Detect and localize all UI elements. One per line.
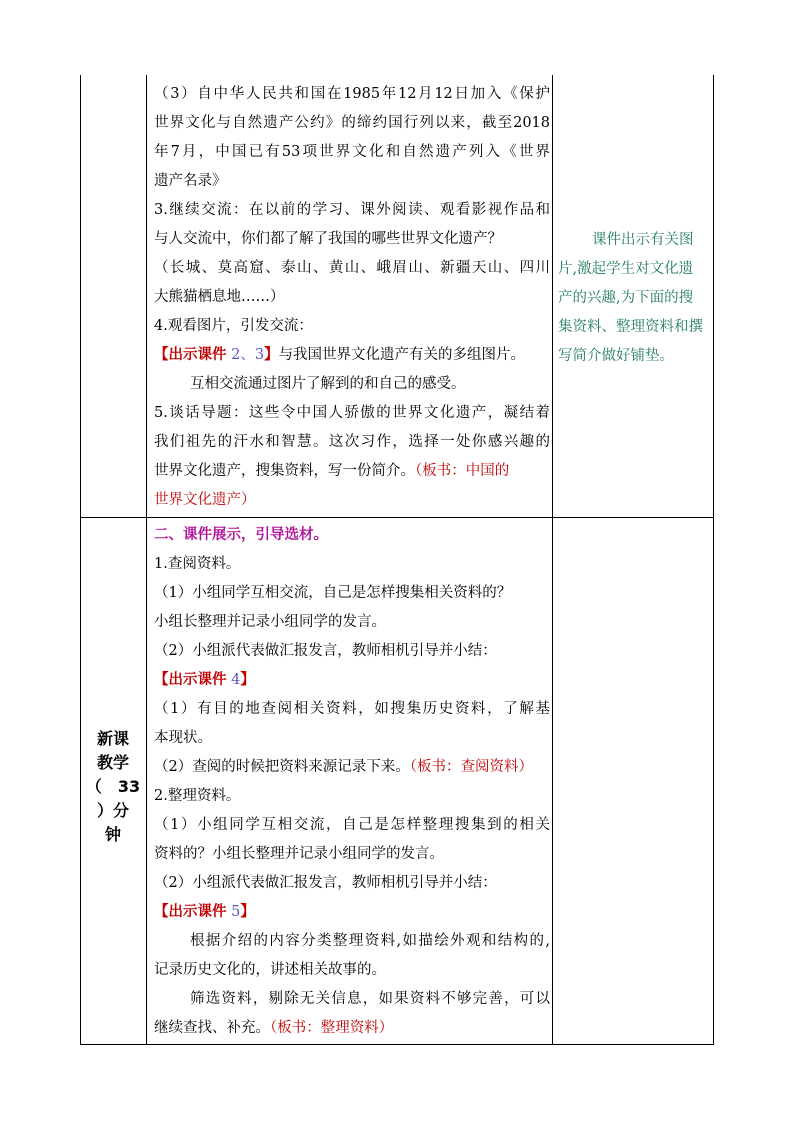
courseware-line <box>154 345 525 365</box>
courseware-close: 】 <box>264 346 279 363</box>
table-border-left <box>80 75 81 1045</box>
text-line: 互相交流通过图片了解到的和自己的感受。 <box>190 376 466 392</box>
board-note: （板书：中国的 <box>415 463 510 479</box>
courseware-line <box>154 670 255 690</box>
text-line: （2）小组派代表做汇报发言，教师相机引导并小结： <box>154 875 497 891</box>
lesson-plan-table <box>80 75 714 1045</box>
text-line: 筛选资料，剔除无关信息，如果资料不够完善，可以 <box>190 991 550 1007</box>
column-divider-1 <box>146 75 147 1045</box>
text-line: （长城、莫高窟、泰山、黄山、峨眉山、新疆天山、四川 <box>154 260 550 276</box>
board-line-text: 继续查找、补充。 <box>154 1020 270 1036</box>
text-line: 3.继续交流：在以前的学习、课外阅读、观看影视作品和 <box>154 202 550 218</box>
label-line: 钟 <box>104 825 121 844</box>
text-line: 记录历史文化的，讲述相关故事的。 <box>154 962 386 978</box>
board-line-text: （2）查阅的时候把资料来源记录下来。 <box>154 759 410 775</box>
text-line: 5.谈话导题：这些令中国人骄傲的世界文化遗产，凝结着 <box>154 405 550 421</box>
label-line: 新课 <box>96 729 129 748</box>
courseware-line <box>154 902 255 922</box>
row-divider <box>80 517 714 518</box>
courseware-open: 【出示课件 <box>154 346 227 363</box>
text-line: 与人交流中，你们都了解了我国的哪些世界文化遗产？ <box>154 231 502 247</box>
courseware-open: 【出示课件 <box>154 903 227 920</box>
board-note: （板书：整理资料） <box>270 1020 394 1036</box>
courseware-text: 与我国世界文化遗产有关的多组图片。 <box>278 347 526 363</box>
table-border-right <box>713 75 714 1045</box>
text-line: 我们祖先的汗水和智慧。这次习作，选择一处你感兴趣的 <box>154 434 550 450</box>
courseware-close: 】 <box>240 671 255 688</box>
text-line: （1）小组同学互相交流，自己是怎样搜集相关资料的？ <box>154 585 512 601</box>
text-line: 小组长整理并记录小组同学的发言。 <box>154 614 386 630</box>
text-line: 资料的？小组长整理并记录小组同学的发言。 <box>154 846 444 862</box>
courseware-number: 4 <box>226 672 241 688</box>
text-line: 2.整理资料。 <box>154 788 241 804</box>
text-line: 遗产名录》 <box>154 173 227 189</box>
text-line: 年7月，中国已有53项世界文化和自然遗产列入《世界 <box>154 144 550 160</box>
note-line: 课件出示有关图 <box>592 232 694 248</box>
text-line: （3）自中华人民共和国在1985年12月12日加入《保护 <box>154 86 550 102</box>
label-line: 教学 <box>96 753 129 772</box>
courseware-close: 】 <box>240 903 255 920</box>
text-line: 根据介绍的内容分类整理资料,如描绘外观和结构的, <box>190 933 550 949</box>
board-line <box>154 757 533 777</box>
column-divider-2 <box>552 75 553 1045</box>
table-border-bottom <box>80 1044 714 1045</box>
text-line: （1）有目的地查阅相关资料，如搜集历史资料，了解基 <box>154 701 550 717</box>
text-line: 世界文化与自然遗产公约》的缔约国行列以来，截至2018 <box>154 115 550 131</box>
courseware-number: 5 <box>226 904 241 920</box>
board-line-text: 世界文化遗产，搜集资料，写一份简介。 <box>154 463 415 479</box>
board-note: （板书：查阅资料） <box>409 759 533 775</box>
section-heading: 二、课件展示，引导选材。 <box>154 527 328 543</box>
note-line: 产的兴趣,为下面的搜 <box>558 290 694 306</box>
text-line: 1.查阅资料。 <box>154 556 241 572</box>
courseware-open: 【出示课件 <box>154 671 227 688</box>
text-line: （2）小组派代表做汇报发言，教师相机引导并小结： <box>154 643 497 659</box>
note-line: 片,激起学生对文化遗 <box>558 261 694 277</box>
note-line: 集资料、整理资料和撰 <box>558 319 703 335</box>
label-line: （ 33 <box>85 777 141 796</box>
text-line: 大熊猫栖息地……） <box>154 289 285 305</box>
board-note-continued: 世界文化遗产） <box>154 492 256 508</box>
note-line: 写简介做好铺垫。 <box>558 348 674 364</box>
label-line: ）分 <box>96 801 129 820</box>
text-line: （1）小组同学互相交流，自己是怎样整理搜集到的相关 <box>154 817 550 833</box>
board-line <box>154 1018 393 1038</box>
board-line <box>154 461 509 481</box>
courseware-number: 2、3 <box>226 347 265 363</box>
text-line: 4.观看图片，引发交流： <box>154 318 313 334</box>
text-line: 本现状。 <box>154 730 212 746</box>
